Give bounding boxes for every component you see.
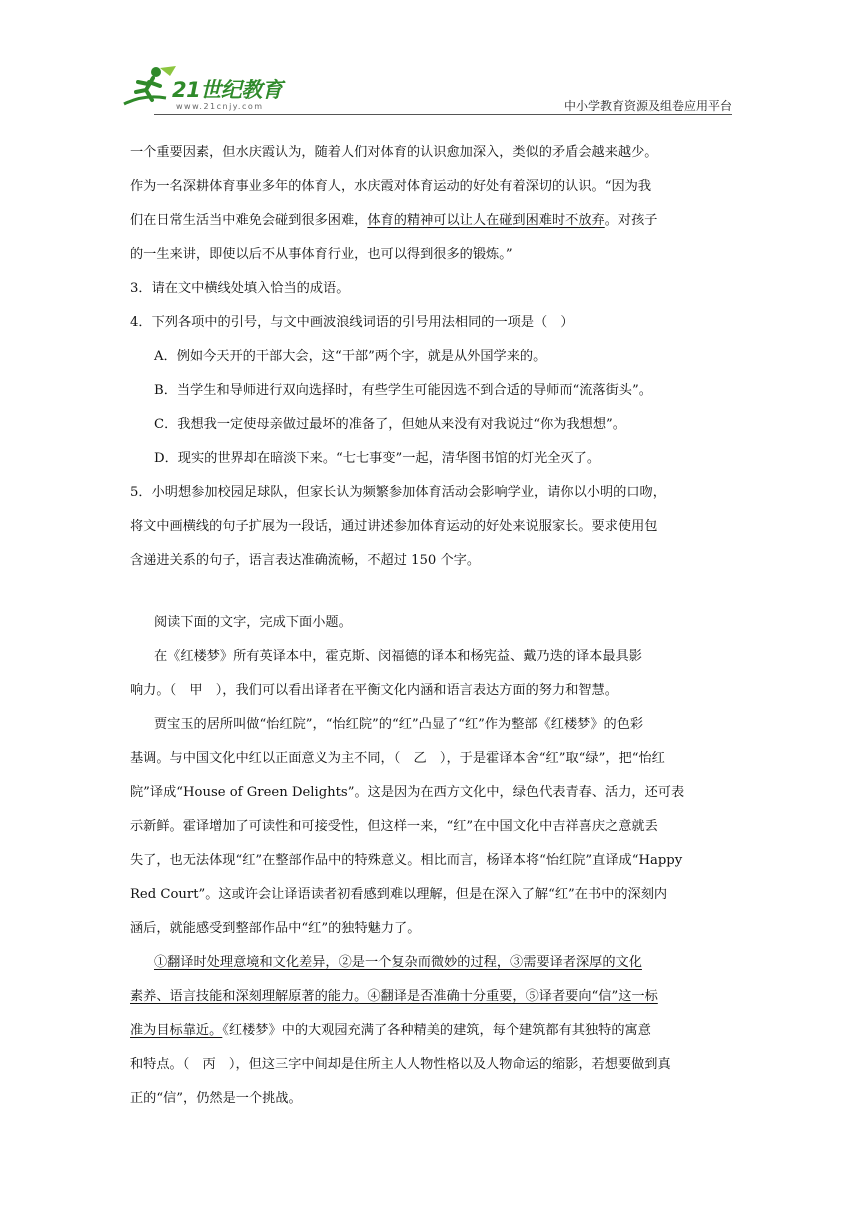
passage-line: 贾宝玉的居所叫做“怡红院”，“怡红院”的“红”凸显了“红”作为整部《红楼梦》的色彩 [154,717,644,732]
section-gap [130,578,730,606]
reading-instruction: 阅读下面的文字，完成下面小题。 [154,615,352,630]
option-a: A．例如今天开的干部大会，这“干部”两个字，就是从外国学来的。 [154,349,547,364]
question-4: 4．下列各项中的引号，与文中画波浪线词语的引号用法相同的一项是（ ） [130,315,574,330]
passage-line: 院”译成“House of Green Delights”。这是因为在西方文化中，绿色代表青春、活力，还可表 [130,785,685,800]
passage-line: 一个重要因素，但水庆霞认为，随着人们对体育的认识愈加深入，类似的矛盾会越来越少。 [130,145,658,160]
question-3: 3．请在文中横线处填入恰当的成语。 [130,281,350,296]
underlined-sentence: 体育的精神可以让人在碰到困难时不放弃 [367,213,605,228]
runner-logo-icon [120,64,180,114]
passage-line: 作为一名深耕体育事业多年的体育人，水庆霞对体育运动的好处有着深切的认识。“因为我 [130,179,652,194]
passage-line [130,946,730,980]
page-header [120,60,732,120]
option-c: C．我想我一定使母亲做过最坏的准备了，但她从来没有对我说过“你为我想想”。 [154,417,626,432]
question-5: 5．小明想参加校园足球队，但家长认为频繁参加体育活动会影响学业，请你以小明的口吻， [130,485,666,500]
header-divider [154,114,732,115]
passage-line: 在《红楼梦》所有英译本中，霍克斯、闵福德的译本和杨宪益、戴乃迭的译本最具影 [154,649,642,664]
question-5-cont: 含递进关系的句子，语言表达准确流畅，不超过 150 个字。 [130,553,481,568]
passage-line: 的一生来讲，即使以后不从事体育行业，也可以得到很多的锻炼。” [130,247,513,262]
passage-line [130,204,730,238]
option-b: B．当学生和导师进行双向选择时，有些学生可能因选不到合适的导师而“流落街头”。 [154,383,652,398]
passage-line: 基调。与中国文化中红以正面意义为主不同，（ 乙 ），于是霍译本舍“红”取“绿”，把“怡红 [130,751,665,766]
passage-line [130,1014,730,1048]
text-span: 《红楼梦》中的大观园充满了各种精美的建筑，每个建筑都有其独特的寓意 [222,1023,651,1038]
logo-text: 21世纪教育 [172,78,283,102]
logo [120,64,300,114]
passage-line: 示新鲜。霍译增加了可读性和可接受性，但这样一来，“红”在中国文化中吉祥喜庆之意就丢 [130,819,658,834]
passage-line: Red Court”。这或许会让译语读者初看感到难以理解，但是在深入了解“红”在书中的深刻内 [130,887,668,902]
question-5-cont: 将文中画横线的句子扩展为一段话，通过讲述参加体育运动的好处来说服家长。要求使用包 [130,519,658,534]
option-d: D．现实的世界却在暗淡下来。“七七事变”一起，清华图书馆的灯光全灭了。 [154,451,601,466]
platform-title: 中小学教育资源及组卷应用平台 [563,99,732,113]
underlined-sentence: 素养、语言技能和深刻理解原著的能力。④翻译是否准确十分重要，⑤译者要向“信”这一标 [130,989,658,1004]
text-span: 们在日常生活当中难免会碰到很多困难， [130,213,368,228]
text-span: 。对孩子 [604,213,658,228]
document-body [130,136,730,1116]
underlined-sentence: 准为目标靠近。 [130,1023,223,1038]
passage-line: 响力。（ 甲 ），我们可以看出译者在平衡文化内涵和语言表达方面的努力和智慧。 [130,683,618,698]
logo-url: www.21cnjy.com [176,102,264,111]
passage-line: 涵后，就能感受到整部作品中“红”的独特魅力了。 [130,921,421,936]
passage-line [130,980,730,1014]
passage-line: 失了，也无法体现“红”在整部作品中的特殊意义。相比而言，杨译本将“怡红院”直译成“Happy [130,853,683,868]
passage-line: 正的“信”，仍然是一个挑战。 [130,1091,302,1106]
underlined-sentence: ①翻译时处理意境和文化差异，②是一个复杂而微妙的过程，③需要译者深厚的文化 [154,955,642,970]
passage-line: 和特点。（ 丙 ），但这三字中间却是住所主人人物性格以及人物命运的缩影，若想要做到真 [130,1057,671,1072]
